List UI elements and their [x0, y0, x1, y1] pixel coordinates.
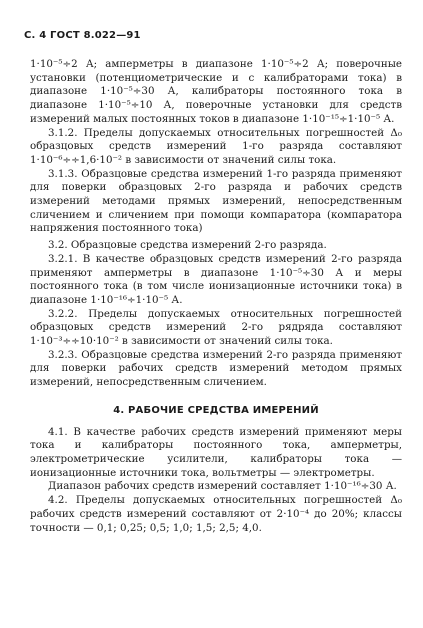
paragraph-3-1-3: 3.1.3. Образцовые средства измерений 1-го разряда применяют для поверки образцовых 2-го разряда и рабочих средств измерений методами прямых измерений, непосредственным сличением и сличением при помощи компаратора (компаратора напряжения постоянного тока) [30, 167, 402, 235]
paragraph-3-1-2: 3.1.2. Пределы допускаемых относительных погрешностей Δ₀ образцовых средств измерений 1-го разряда составляют 1·10⁻⁶÷÷1,6·10⁻² в зависимости от значений силы тока. [30, 126, 402, 166]
paragraph-continuation: 1·10⁻⁵÷2 А; амперметры в диапазоне 1·10⁻⁵÷2 А; поверочные установки (потенциометрические и с калибраторами тока) в диапазоне 1·10⁻⁵÷30 А, калибраторы постоянного тока в диапазоне 1·10⁻⁵÷10 А, поверочные установки для средств измерений малых постоянных токов в диапазоне 1·10⁻¹⁵÷1·10⁻⁵ А. [30, 58, 402, 125]
document-body [30, 58, 402, 535]
paragraph-4-2: 4.2. Пределы допускаемых относительных погрешностей Δ₀ рабочих средств измерений составляют от 2·10⁻⁴ до 20%; классы точности — 0,1; 0,25; 0,5; 1,0; 1,5; 2,5; 4,0. [30, 494, 402, 534]
paragraph-4-1: 4.1. В качестве рабочих средств измерений применяют меры тока и калибраторы постоянного тока, амперметры, электрометрические усилители, калибраторы тока — ионизационные источники тока, вольтметры — электрометры. [30, 425, 402, 479]
paragraph-3-2-3: 3.2.3. Образцовые средства измерений 2-го разряда применяют для поверки рабочих средств измерений методом прямых измерений, непосредственным сличением. [30, 348, 402, 389]
paragraph-3-2-2: 3.2.2. Пределы допускаемых относительных погрешностей образцовых средств измерений 2-го рядряда составляют 1·10⁻³÷÷10·10⁻² в зависимости от значений силы тока. [30, 307, 402, 348]
paragraph-3-2-1: 3.2.1. В качестве образцовых средств измерений 2-го разряда применяют амперметры в диапазоне 1·10⁻⁵÷30 А и меры постоянного тока (в том числе ионизационные источники тока) в диапазоне 1·10⁻¹⁶÷1·10⁻⁵ А. [30, 252, 402, 306]
paragraph-range: Диапазон рабочих средств измерений составляет 1·10⁻¹⁶÷30 А. [48, 480, 397, 493]
page-header: С. 4 ГОСТ 8.022—91 [24, 30, 141, 41]
paragraph-3-2: 3.2. Образцовые средства измерений 2-го разряда. [48, 239, 327, 252]
section-heading: 4. РАБОЧИЕ СРЕДСТВА ИМЕРЕНИЙ [113, 404, 319, 416]
